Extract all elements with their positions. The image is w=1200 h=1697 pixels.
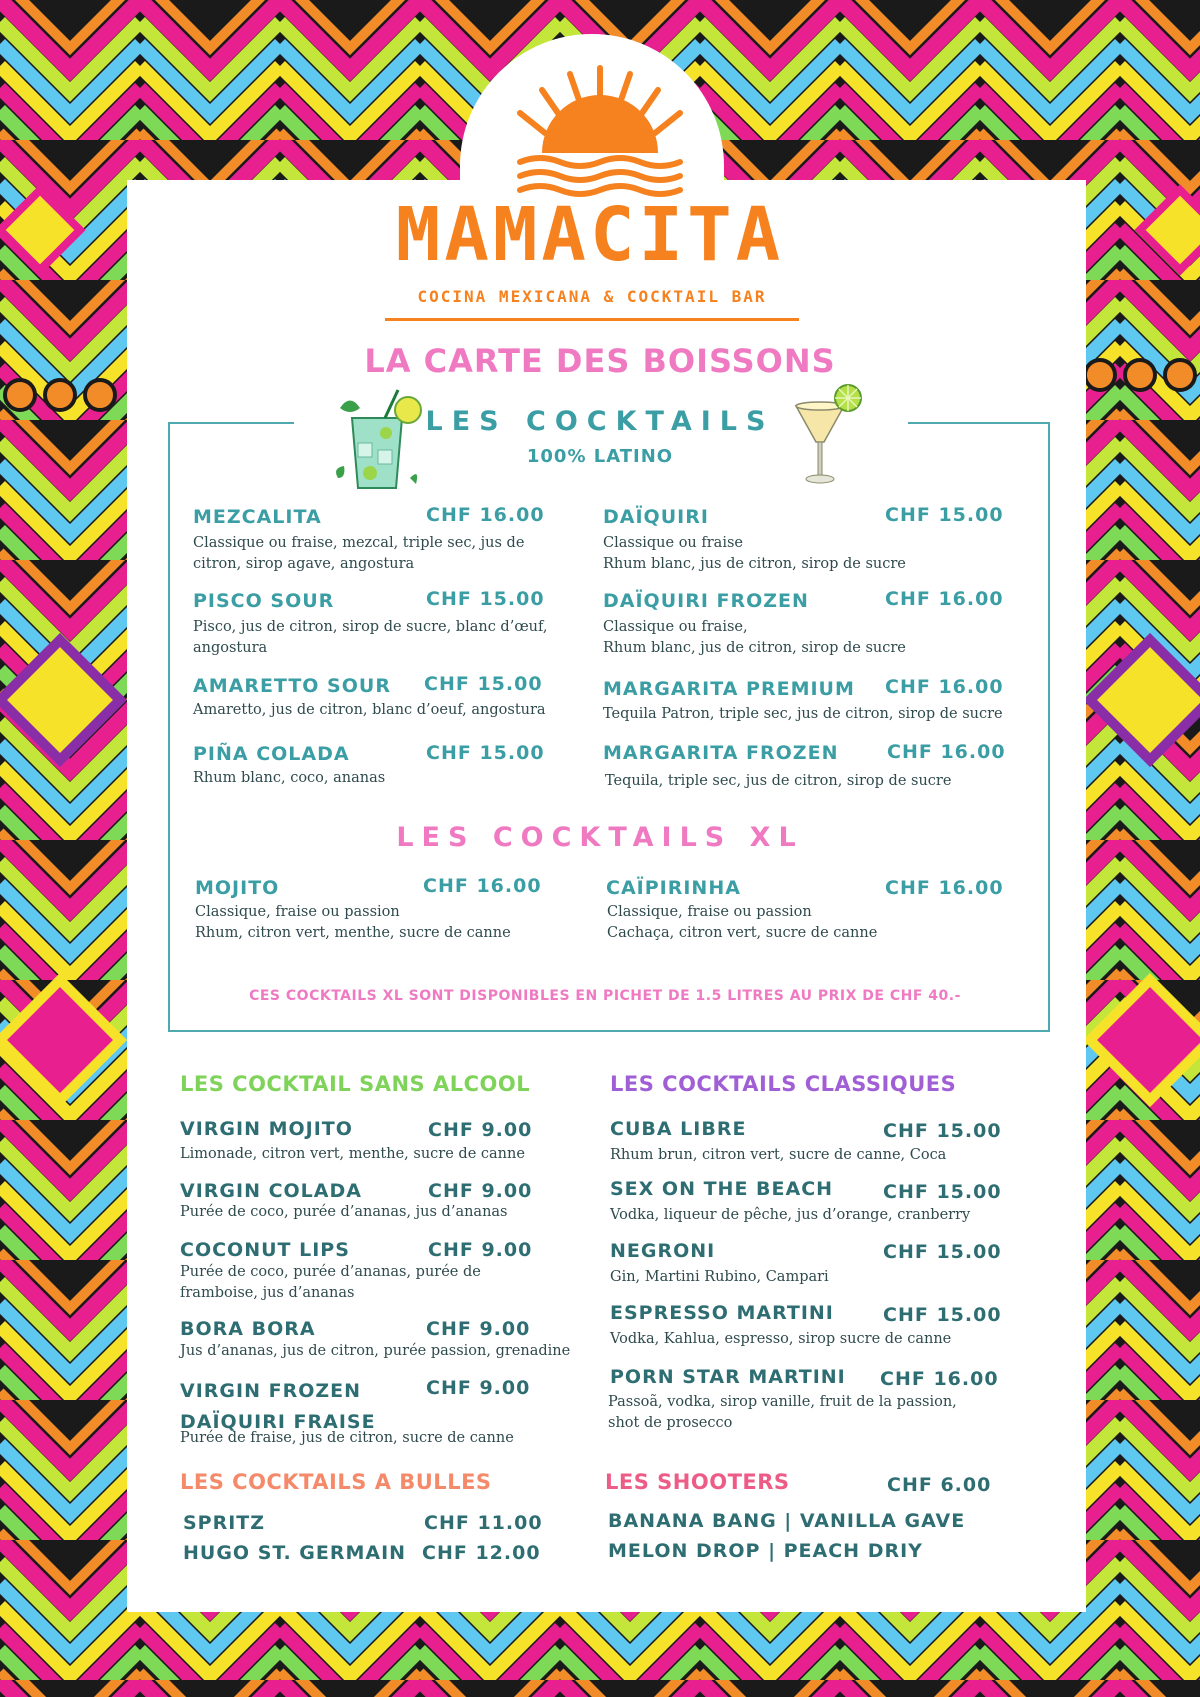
cocktail-price: CHF 16.00 <box>887 741 1006 763</box>
sans-alcool-desc: Purée de coco, purée d’ananas, purée de framboise, jus d’ananas <box>180 1264 481 1301</box>
classique-desc: Rhum brun, citron vert, sucre de canne, Coca <box>610 1147 947 1163</box>
cocktail-price: CHF 15.00 <box>424 673 543 695</box>
classique-name: PORN STAR MARTINI <box>610 1366 846 1388</box>
classique-name: SEX ON THE BEACH <box>610 1178 834 1200</box>
bulles-title: LES COCKTAILS A BULLES <box>180 1470 492 1494</box>
bulles-name: SPRITZ <box>183 1512 266 1534</box>
shooters-price: CHF 6.00 <box>887 1474 992 1496</box>
brand-tagline: COCINA MEXICANA & COCKTAIL BAR <box>417 287 767 306</box>
cocktail-name: DAÏQUIRI FROZEN <box>603 590 809 612</box>
xl-desc: Cachaça, citron vert, sucre de canne <box>607 925 878 941</box>
cocktail-price: CHF 16.00 <box>885 588 1004 610</box>
classique-name: NEGRONI <box>610 1240 716 1262</box>
sans-alcool-name: VIRGIN MOJITO <box>180 1118 353 1140</box>
brand-name: MAMACITA <box>395 192 785 278</box>
classique-desc: Gin, Martini Rubino, Campari <box>610 1269 829 1285</box>
cocktail-price: CHF 15.00 <box>426 588 545 610</box>
frame-top-left <box>168 422 294 424</box>
cocktail-desc: Rhum blanc, coco, ananas <box>193 770 386 786</box>
cocktail-desc: Classique ou fraise <box>603 535 743 551</box>
sans-alcool-price: CHF 9.00 <box>428 1180 533 1202</box>
xl-name: CAÏPIRINHA <box>606 877 741 899</box>
classique-price: CHF 16.00 <box>880 1368 999 1390</box>
xl-name: MOJITO <box>195 877 280 899</box>
cocktail-price: CHF 15.00 <box>885 504 1004 526</box>
cocktail-desc: Tequila Patron, triple sec, jus de citron, sirop de sucre <box>603 706 1003 722</box>
bulles-price: CHF 11.00 <box>424 1512 543 1534</box>
sans-alcool-name: VIRGIN COLADA <box>180 1180 362 1202</box>
classique-price: CHF 15.00 <box>883 1181 1002 1203</box>
sans-alcool-name: VIRGIN FROZEN DAÏQUIRI FRAISE <box>180 1380 376 1433</box>
cocktail-price: CHF 16.00 <box>885 676 1004 698</box>
classique-name: CUBA LIBRE <box>610 1118 747 1140</box>
logo-underline <box>385 318 799 321</box>
cocktail-name: DAÏQUIRI <box>603 506 709 528</box>
frame-top-right <box>908 422 1048 424</box>
sans-alcool-price: CHF 9.00 <box>428 1119 533 1141</box>
page-title: LA CARTE DES BOISSONS <box>364 342 836 380</box>
cocktail-desc: Tequila, triple sec, jus de citron, sirop de sucre <box>605 773 952 789</box>
bulles-name: HUGO ST. GERMAIN <box>183 1542 407 1564</box>
classique-name: ESPRESSO MARTINI <box>610 1302 834 1324</box>
xl-title: LES COCKTAILS XL <box>396 822 804 853</box>
sans-alcool-desc: Limonade, citron vert, menthe, sucre de canne <box>180 1146 525 1162</box>
cocktail-name: MARGARITA FROZEN <box>603 742 839 764</box>
cocktail-name: AMARETTO SOUR <box>193 675 391 697</box>
sans-alcool-price: CHF 9.00 <box>426 1377 531 1399</box>
sans-alcool-name: COCONUT LIPS <box>180 1239 350 1261</box>
cocktail-desc: Rhum blanc, jus de citron, sirop de sucre <box>603 640 906 656</box>
classique-price: CHF 15.00 <box>883 1304 1002 1326</box>
cocktail-name: MEZCALITA <box>193 506 322 528</box>
classique-desc: Vodka, liqueur de pêche, jus d’orange, cranberry <box>610 1207 971 1223</box>
cocktail-desc: Amaretto, jus de citron, blanc d’oeuf, angostura <box>193 702 546 718</box>
shooters-line: MELON DROP | PEACH DRIY <box>608 1540 923 1562</box>
mojito-glass-icon <box>330 388 424 492</box>
sun-logo-icon <box>500 58 700 208</box>
xl-price: CHF 16.00 <box>423 875 542 897</box>
sans-alcool-desc: Purée de fraise, jus de citron, sucre de canne <box>180 1430 514 1446</box>
classique-desc: Vodka, Kahlua, espresso, sirop sucre de canne <box>610 1331 952 1347</box>
xl-desc: Classique, fraise ou passion <box>607 904 812 920</box>
cocktail-desc: Rhum blanc, jus de citron, sirop de sucre <box>603 556 906 572</box>
sans-alcool-price: CHF 9.00 <box>426 1318 531 1340</box>
cocktail-desc: Classique ou fraise, <box>603 619 748 635</box>
classique-price: CHF 15.00 <box>883 1241 1002 1263</box>
sans-alcool-desc: Purée de coco, purée d’ananas, jus d’ananas <box>180 1204 508 1220</box>
classique-price: CHF 15.00 <box>883 1120 1002 1142</box>
cocktail-price: CHF 15.00 <box>426 742 545 764</box>
cocktail-price: CHF 16.00 <box>426 504 545 526</box>
bulles-price: CHF 12.00 <box>422 1542 541 1564</box>
shooters-line: BANANA BANG | VANILLA GAVE <box>608 1510 966 1532</box>
classiques-title: LES COCKTAILS CLASSIQUES <box>610 1072 957 1096</box>
cocktails-title: LES COCKTAILS <box>425 406 775 437</box>
xl-desc: Classique, fraise ou passion <box>195 904 400 920</box>
cocktail-name: PIÑA COLADA <box>193 743 350 765</box>
cocktail-name: PISCO SOUR <box>193 590 335 612</box>
sans-alcool-desc: Jus d’ananas, jus de citron, purée passion, grenadine <box>180 1343 571 1359</box>
xl-note: CES COCKTAILS XL SONT DISPONIBLES EN PICHET DE 1.5 LITRES AU PRIX DE CHF 40.- <box>249 988 961 1004</box>
sans-alcool-name: BORA BORA <box>180 1318 316 1340</box>
cocktail-name: MARGARITA PREMIUM <box>603 678 855 700</box>
xl-price: CHF 16.00 <box>885 877 1004 899</box>
cocktail-desc: Classique ou fraise, mezcal, triple sec, jus de citron, sirop agave, angostura <box>193 535 525 572</box>
sans-alcool-price: CHF 9.00 <box>428 1239 533 1261</box>
shooters-title: LES SHOOTERS <box>605 1470 790 1494</box>
cocktails-subtitle: 100% LATINO <box>526 446 674 467</box>
cocktail-desc: Pisco, jus de citron, sirop de sucre, blanc d’œuf, angostura <box>193 619 548 656</box>
xl-desc: Rhum, citron vert, menthe, sucre de canne <box>195 925 511 941</box>
classique-desc: Passoã, vodka, sirop vanille, fruit de la passion, shot de prosecco <box>608 1394 957 1431</box>
sans-alcool-title: LES COCKTAIL SANS ALCOOL <box>180 1072 531 1096</box>
